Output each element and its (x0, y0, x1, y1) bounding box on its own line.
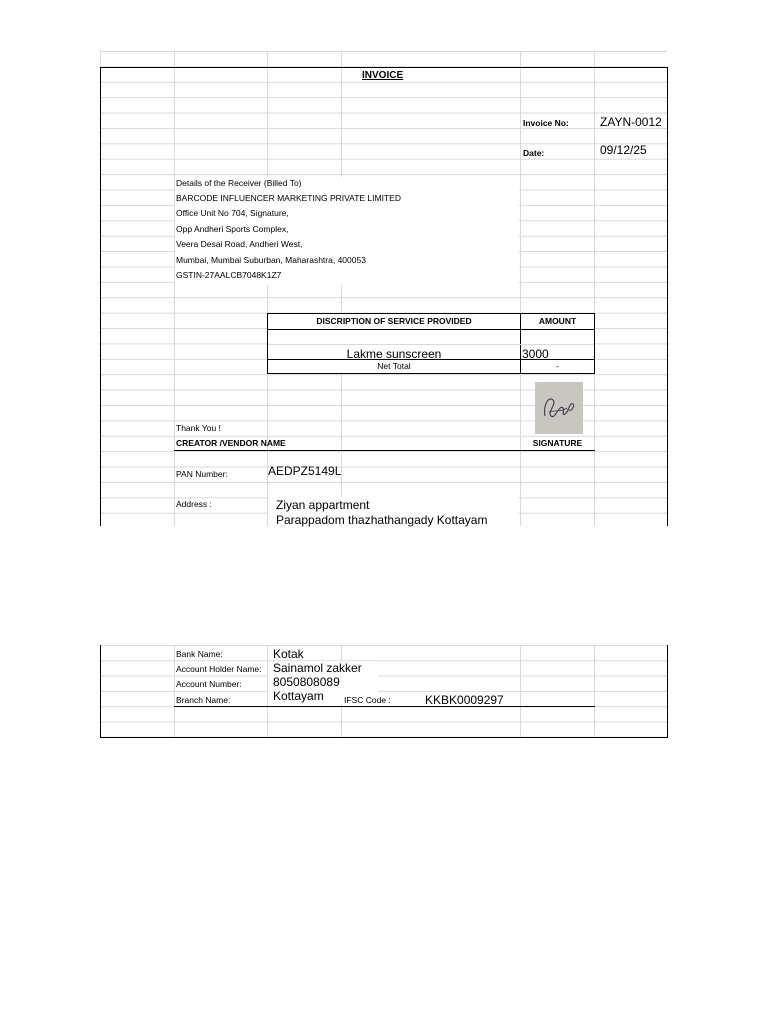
bank-name-value: Kotak (273, 647, 304, 661)
receiver-gstin: GSTIN-27AALCB7048K1Z7 (176, 270, 282, 280)
invoice-sheet (100, 51, 667, 526)
address-label: Address : (176, 499, 212, 509)
net-total-label: Net Total (377, 361, 411, 371)
grid-column-line (520, 645, 521, 737)
holder-label: Account Holder Name: (176, 664, 262, 674)
description-header: DISCRIPTION OF SERVICE PROVIDED (316, 316, 472, 326)
signature-image (535, 382, 583, 434)
ifsc-label: IFSC Code : (344, 695, 391, 705)
invoice-no-label: Invoice No: (523, 118, 569, 128)
grid-column-line (267, 51, 268, 526)
invoice-border-top (100, 67, 667, 68)
pan-label: PAN Number: (176, 469, 228, 479)
grid-column-line (174, 51, 175, 526)
service-table-border (267, 373, 595, 374)
holder-value: Sainamol zakker (273, 661, 362, 675)
grid-column-line (174, 645, 175, 737)
grid-column-line (594, 51, 595, 526)
receiver-line: Opp Andheri Sports Complex, (176, 224, 289, 234)
service-table-border (267, 313, 595, 314)
date-value: 09/12/25 (600, 143, 647, 157)
thank-you-text: Thank You ! (176, 423, 221, 433)
vendor-underline (174, 450, 595, 451)
grid-column-line (594, 645, 595, 737)
bank-name-label: Bank Name: (176, 649, 223, 659)
invoice-no-value: ZAYN-0012 (600, 115, 662, 129)
service-table-border (594, 313, 595, 374)
receiver-line: Office Unit No 704, Signature, (176, 208, 289, 218)
grid-column-line (520, 51, 521, 526)
service-table-border (267, 329, 595, 330)
receiver-heading: Details of the Receiver (Billed To) (176, 178, 302, 188)
address-line-2: Parappadom thazhathangady Kottayam (276, 513, 488, 527)
amount-header: AMOUNT (538, 316, 577, 326)
invoice-border-left (100, 67, 101, 526)
bank-border-left (100, 645, 101, 737)
date-label: Date: (523, 148, 545, 158)
account-number-value: 8050808089 (273, 675, 340, 689)
net-total-value: - (556, 361, 559, 371)
grid-column-line (341, 51, 342, 526)
item-amount: 3000 (522, 347, 549, 361)
branch-label: Branch Name: (176, 695, 231, 705)
item-description: Lakme sunscreen (346, 347, 442, 361)
invoice-border-right (667, 67, 668, 526)
branch-value: Kottayam (273, 689, 324, 703)
signature-label: SIGNATURE (532, 438, 583, 448)
vendor-name-label: CREATOR /VENDOR NAME (176, 438, 286, 448)
bank-underline (174, 706, 595, 707)
receiver-line: Veera Desai Road, Andheri West, (176, 239, 303, 249)
signature-scribble (535, 382, 583, 434)
grid-row-line (268, 344, 594, 345)
receiver-line: BARCODE INFLUENCER MARKETING PRIVATE LIMITED (176, 193, 401, 203)
ifsc-value: KKBK0009297 (425, 693, 504, 707)
receiver-line: Mumbai, Mumbai Suburban, Maharashtra, 400053 (176, 255, 366, 265)
bank-border-bottom (100, 737, 668, 738)
account-number-label: Account Number: (176, 679, 242, 689)
bank-border-right (667, 645, 668, 737)
address-line-1: Ziyan appartment (276, 498, 370, 512)
pan-value: AEDPZ5149L (268, 464, 342, 478)
invoice-title: INVOICE (362, 70, 404, 81)
